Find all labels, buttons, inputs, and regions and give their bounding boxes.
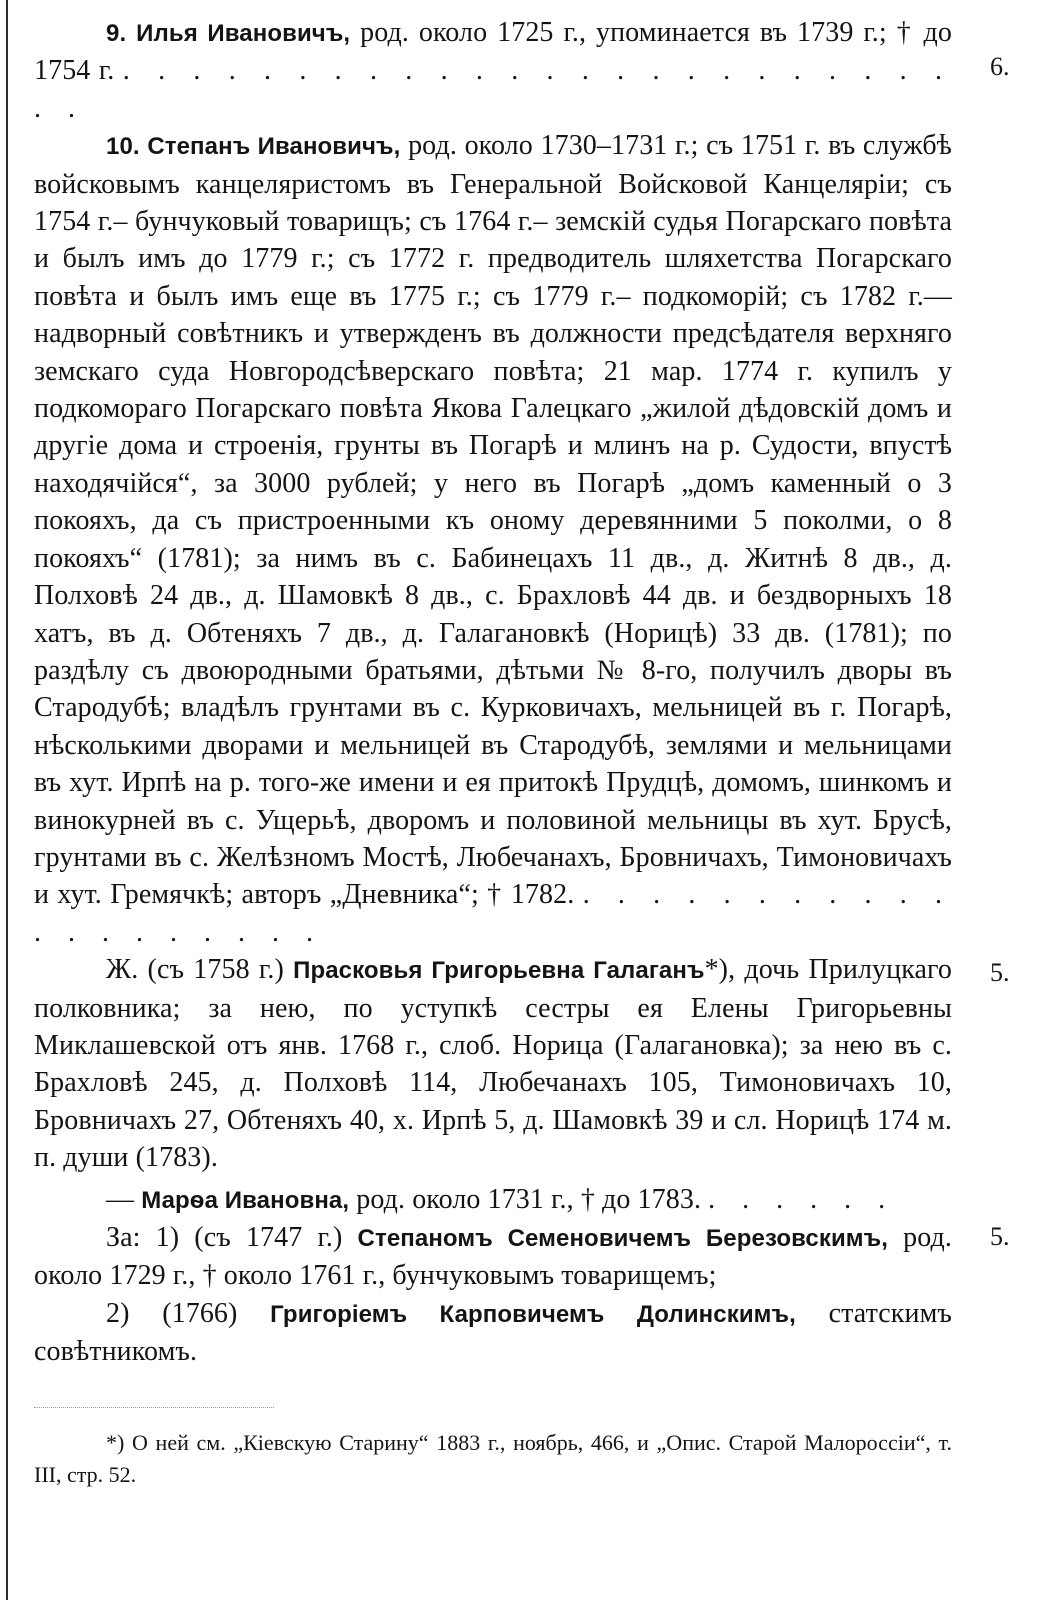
daughter-dash: — — [106, 1183, 135, 1215]
spouse-prefix: Ж. (съ 1758 г.) — [106, 954, 284, 986]
margin-ref-entry-10: 5. — [990, 958, 1010, 987]
text-column — [34, 14, 952, 1491]
spouse-paragraph — [34, 951, 952, 1176]
entry-9-text: род. около 1725 г., упоминается въ 1739 г.; † до 1754 г. — [34, 17, 952, 87]
daughter-name: Марѳа Ивановна, — [141, 1186, 350, 1214]
margin-ref-daughter: 5. — [990, 1222, 1010, 1251]
page-left-edge — [6, 0, 8, 1600]
marriage-2-name: Григоріемъ Карповичемъ Долинскимъ, — [270, 1300, 796, 1328]
marriage-1-text: род. около 1729 г., † около 1761 г., бунчуковымъ товарищемъ; — [34, 1222, 952, 1292]
entry-10-name: Степанъ Ивановичъ, — [147, 133, 401, 161]
marriage-2-prefix: 2) (1766) — [106, 1297, 238, 1329]
footnote: *) О ней см. „Кіевскую Старину“ 1883 г., ноябрь, 466, и „Опис. Старой Малороссіи“, т. III, стр. 52. — [34, 1429, 952, 1487]
marriage-2 — [34, 1295, 952, 1371]
entry-9-number: 9. — [106, 20, 127, 47]
footnote-separator — [34, 1407, 274, 1409]
margin-ref-entry-9: 6. — [990, 52, 1010, 81]
marriage-2-text: статскимъ совѣтникомъ. — [34, 1297, 952, 1368]
entry-10-text: род. около 1730–1731 г.; съ 1751 г. въ службѣ войсковымъ канцеляристомъ въ Генеральной Войсковой Канцеляріи; съ 1754 г.– бунчуковый товарищъ; съ 1764 г.– земскій судья Погарскаго повѣта и былъ имъ до 1779 г.; съ 1772 г. предводитель шляхетства Погарскаго повѣта и былъ имъ еще въ 1775 г.; съ 1779 г.– подкоморій; съ 1782 г.—надворный совѣтникъ и утвержденъ въ должности предсѣдателя верхняго земскаго суда Новгородсѣверскаго повѣта; 21 мар. 1774 г. купилъ у подкоморагo Погарскаго повѣта Якова Галецкаго „жилой дѣдовскій домъ и другіе дома и строенія, грунты въ Погарѣ и млинъ на р. Судости, впустѣ находячійся“, за 3000 рублей; у него въ Погарѣ „домъ каменный о 3 покояхъ, да съ пристроенными къ оному деревянними 5 поколми, о 8 покояхъ“ (1781); за нимъ въ с. Бабинецахъ 11 дв., д. Житнѣ 8 дв., д. Полховѣ 24 дв., д. Шамовкѣ 8 дв., с. Брахловѣ 44 дв. и бездворныхъ 18 хатъ, въ д. Обтеняхъ 7 дв., д. Галагановкѣ (Норицѣ) 33 дв. (1781); по раздѣлу съ двоюродными братьями, дѣтьми № 8-го, получилъ дворы въ Стародубѣ; владѣлъ грунтами въ с. Курковичахъ, мельницей въ г. Погарѣ, нѣсколькими дворами и мельницей въ Стародубѣ, землями и мельницами въ хут. Ирпѣ на р. того-же имени и ея притокѣ Прудцѣ, домомъ, шинкомъ и винокурней въ с. Ущерьѣ, дворомъ и половиной мельницы въ хут. Брусѣ, грунтами въ с. Желѣзномъ Мостѣ, Любечанахъ, Бровничахъ, Тимоновичахъ и хут. Гремячкѣ; авторъ „Дневника“; † 1782. — [34, 130, 952, 911]
marriage-1-prefix: За: 1) (съ 1747 г.) — [106, 1222, 343, 1253]
spouse-text: *), дочь Прилуцкаго полковника; за нею, по уступкѣ сестры ея Елены Григорьевны Миклашевской отъ янв. 1768 г., слоб. Норица (Галагановка); за нею въ с. Брахловѣ 245, д. Полховѣ 114, Любечанахъ 105, Тимоновичахъ 10, Бровничахъ 27, Обтеняхъ 40, х. Ирпѣ 5, д. Шамовкѣ 39 и сл. Норицѣ 174 м. п. души (1783). — [34, 954, 953, 1174]
entry-10 — [34, 127, 952, 951]
entry-9-name: Илья Ивановичъ, — [136, 20, 351, 47]
daughter-paragraph — [34, 1181, 952, 1219]
entry-10-number: 10. — [106, 133, 140, 161]
spouse-name: Прасковья Григорьевна Галаганъ — [293, 957, 705, 985]
entry-9-leader: . . . . . . . . . . . . . . . . . . . . . . . . . . — [34, 55, 952, 124]
daughter-leader: . . . . . . — [708, 1183, 896, 1215]
daughter-text: род. около 1731 г., † до 1783. — [356, 1183, 702, 1215]
marriage-1 — [34, 1219, 952, 1295]
entry-10-leader: . . . . . . . . . . . . . . . . . . . . — [34, 879, 953, 948]
marriage-1-name: Степаномъ Семеновичемъ Березовскимъ, — [357, 1225, 889, 1252]
entry-9 — [34, 14, 952, 127]
